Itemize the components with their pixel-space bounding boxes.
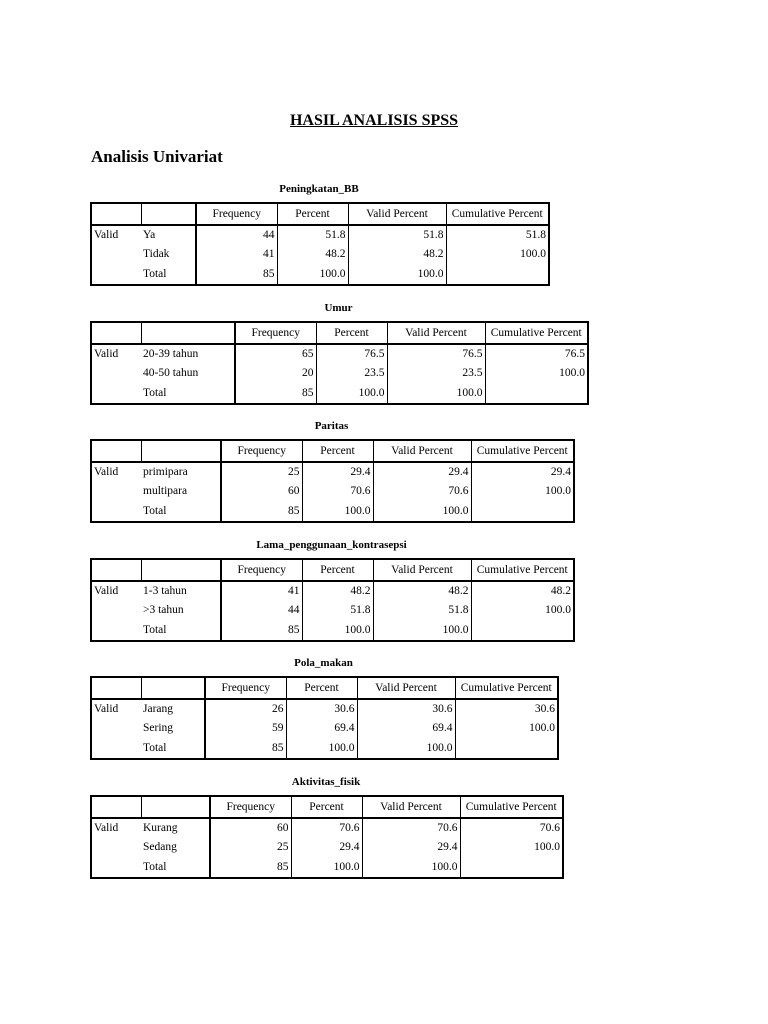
header-empty-cell	[141, 203, 196, 225]
page-title: HASIL ANALISIS SPSS	[289, 112, 459, 129]
cell-valid-percent: 48.2	[373, 581, 471, 601]
row-label: multipara	[143, 485, 188, 497]
cell-cumulative-percent	[471, 501, 574, 522]
header-empty-cell	[91, 203, 141, 225]
table-caption: Peningkatan_BB	[279, 183, 359, 195]
cell-cumulative-percent: 100.0	[485, 364, 588, 383]
cell-percent: 51.8	[302, 601, 373, 620]
frequency-table-block	[90, 538, 575, 642]
cell-cumulative-percent: 100.0	[460, 838, 563, 857]
cell-cumulative-percent	[455, 738, 558, 759]
cell-valid-percent: 70.6	[373, 482, 471, 501]
table-row	[91, 245, 549, 264]
column-header: Frequency	[235, 322, 316, 344]
cell-cumulative-percent	[471, 620, 574, 641]
cell-valid-percent: 29.4	[373, 462, 471, 482]
cell-percent: 48.2	[302, 581, 373, 601]
frequency-table	[90, 202, 550, 286]
column-header: Frequency	[196, 203, 277, 225]
cell-frequency: 20	[235, 364, 316, 383]
table-row	[91, 699, 558, 719]
cell-percent: 76.5	[316, 344, 387, 364]
table-row	[91, 462, 574, 482]
table-header-row	[91, 203, 549, 225]
row-label: Total	[141, 620, 221, 641]
cell-frequency: 59	[205, 719, 286, 738]
cell-frequency: 44	[221, 601, 302, 620]
frequency-table-block	[90, 301, 589, 405]
group-label: Valid	[91, 225, 141, 245]
cell-valid-percent: 100.0	[387, 383, 485, 404]
table-row	[91, 482, 574, 501]
cell-percent: 51.8	[277, 225, 348, 245]
cell-valid-percent: 51.8	[348, 225, 446, 245]
cell-frequency: 41	[221, 581, 302, 601]
row-label: 1-3 tahun	[143, 585, 187, 597]
cell-percent: 48.2	[277, 245, 348, 264]
column-header: Frequency	[221, 440, 302, 462]
table-caption: Umur	[324, 302, 353, 314]
row-label: 40-50 tahun	[143, 367, 199, 379]
header-empty-cell	[91, 440, 141, 462]
column-header: Percent	[277, 203, 348, 225]
cell-valid-percent: 48.2	[348, 245, 446, 264]
column-header: Cumulative Percent	[446, 203, 549, 225]
group-label	[91, 601, 141, 620]
header-empty-cell	[141, 796, 210, 818]
row-label: Total	[141, 383, 235, 404]
column-header: Valid Percent	[373, 559, 471, 581]
group-label	[91, 501, 141, 522]
header-empty-cell	[141, 440, 221, 462]
section-heading: Analisis Univariat	[91, 147, 223, 166]
cell-frequency: 60	[210, 818, 291, 838]
column-header: Cumulative Percent	[485, 322, 588, 344]
row-label: Total	[141, 857, 210, 878]
column-header: Valid Percent	[357, 677, 455, 699]
table-row	[91, 501, 574, 522]
table-header-row	[91, 440, 574, 462]
cell-percent: 29.4	[291, 838, 362, 857]
row-label: primipara	[143, 466, 188, 478]
row-label: Total	[141, 501, 221, 522]
group-label	[91, 264, 141, 285]
table-caption: Paritas	[314, 420, 349, 432]
frequency-table	[90, 795, 564, 879]
header-empty-cell	[91, 322, 141, 344]
cell-percent: 30.6	[286, 699, 357, 719]
column-header: Valid Percent	[362, 796, 460, 818]
row-label: Sering	[143, 722, 174, 734]
cell-valid-percent: 23.5	[387, 364, 485, 383]
table-row	[91, 601, 574, 620]
column-header: Percent	[316, 322, 387, 344]
cell-frequency: 85	[210, 857, 291, 878]
cell-frequency: 25	[210, 838, 291, 857]
column-header: Percent	[302, 559, 373, 581]
table-header-row	[91, 796, 563, 818]
cell-cumulative-percent: 29.4	[471, 462, 574, 482]
cell-percent: 69.4	[286, 719, 357, 738]
column-header: Percent	[302, 440, 373, 462]
table-row	[91, 364, 588, 383]
table-caption: Pola_makan	[294, 657, 353, 669]
table-row	[91, 838, 563, 857]
row-label: Total	[141, 738, 205, 759]
column-header: Frequency	[221, 559, 302, 581]
row-label: Jarang	[143, 703, 174, 715]
frequency-table-block	[90, 419, 575, 523]
row-label: Kurang	[143, 822, 178, 834]
cell-percent: 100.0	[291, 857, 362, 878]
cell-frequency: 85	[205, 738, 286, 759]
group-label	[91, 482, 141, 501]
cell-cumulative-percent	[460, 857, 563, 878]
header-empty-cell	[141, 677, 205, 699]
table-row	[91, 225, 549, 245]
header-empty-cell	[91, 559, 141, 581]
column-header: Percent	[286, 677, 357, 699]
column-header: Percent	[291, 796, 362, 818]
header-empty-cell	[91, 677, 141, 699]
column-header: Frequency	[210, 796, 291, 818]
group-label	[91, 364, 141, 383]
group-label: Valid	[91, 344, 141, 364]
table-row	[91, 818, 563, 838]
table-header-row	[91, 322, 588, 344]
cell-frequency: 25	[221, 462, 302, 482]
cell-percent: 70.6	[302, 482, 373, 501]
cell-valid-percent: 70.6	[362, 818, 460, 838]
column-header: Valid Percent	[373, 440, 471, 462]
cell-valid-percent: 100.0	[362, 857, 460, 878]
cell-frequency: 60	[221, 482, 302, 501]
cell-percent: 100.0	[302, 501, 373, 522]
column-header: Valid Percent	[387, 322, 485, 344]
table-header-row	[91, 677, 558, 699]
table-header-row	[91, 559, 574, 581]
cell-cumulative-percent: 76.5	[485, 344, 588, 364]
cell-cumulative-percent: 100.0	[446, 245, 549, 264]
group-label	[91, 620, 141, 641]
cell-cumulative-percent	[446, 264, 549, 285]
cell-frequency: 26	[205, 699, 286, 719]
group-label	[91, 738, 141, 759]
table-row	[91, 581, 574, 601]
row-label: Tidak	[143, 248, 170, 260]
row-label: 20-39 tahun	[143, 348, 199, 360]
column-header: Cumulative Percent	[471, 559, 574, 581]
group-label	[91, 245, 141, 264]
group-label: Valid	[91, 581, 141, 601]
cell-percent: 23.5	[316, 364, 387, 383]
group-label	[91, 719, 141, 738]
column-header: Frequency	[205, 677, 286, 699]
table-caption: Aktivitas_fisik	[291, 776, 361, 788]
cell-valid-percent: 51.8	[373, 601, 471, 620]
table-row	[91, 383, 588, 404]
cell-frequency: 85	[235, 383, 316, 404]
frequency-table-block	[90, 775, 564, 879]
cell-valid-percent: 69.4	[357, 719, 455, 738]
cell-valid-percent: 76.5	[387, 344, 485, 364]
cell-frequency: 65	[235, 344, 316, 364]
column-header: Cumulative Percent	[455, 677, 558, 699]
group-label: Valid	[91, 462, 141, 482]
column-header: Valid Percent	[348, 203, 446, 225]
frequency-table	[90, 558, 575, 642]
table-row	[91, 719, 558, 738]
table-caption: Lama_penggunaan_kontrasepsi	[256, 539, 407, 551]
cell-cumulative-percent: 100.0	[455, 719, 558, 738]
cell-frequency: 85	[221, 501, 302, 522]
frequency-table-block	[90, 182, 550, 286]
table-row	[91, 264, 549, 285]
cell-cumulative-percent: 70.6	[460, 818, 563, 838]
cell-frequency: 85	[196, 264, 277, 285]
cell-frequency: 85	[221, 620, 302, 641]
group-label	[91, 383, 141, 404]
cell-percent: 100.0	[277, 264, 348, 285]
header-empty-cell	[91, 796, 141, 818]
cell-valid-percent: 100.0	[348, 264, 446, 285]
frequency-table	[90, 676, 559, 760]
cell-cumulative-percent: 100.0	[471, 482, 574, 501]
column-header: Cumulative Percent	[460, 796, 563, 818]
table-row	[91, 857, 563, 878]
cell-percent: 100.0	[316, 383, 387, 404]
group-label	[91, 857, 141, 878]
cell-valid-percent: 100.0	[373, 620, 471, 641]
row-label: Total	[141, 264, 196, 285]
frequency-table	[90, 321, 589, 405]
frequency-table-block	[90, 656, 559, 760]
group-label	[91, 838, 141, 857]
cell-frequency: 44	[196, 225, 277, 245]
frequency-table	[90, 439, 575, 523]
row-label: Sedang	[143, 841, 177, 853]
cell-frequency: 41	[196, 245, 277, 264]
column-header: Cumulative Percent	[471, 440, 574, 462]
cell-valid-percent: 100.0	[357, 738, 455, 759]
cell-percent: 70.6	[291, 818, 362, 838]
table-row	[91, 344, 588, 364]
cell-cumulative-percent: 48.2	[471, 581, 574, 601]
group-label: Valid	[91, 699, 141, 719]
cell-percent: 100.0	[302, 620, 373, 641]
group-label: Valid	[91, 818, 141, 838]
cell-cumulative-percent: 100.0	[471, 601, 574, 620]
cell-cumulative-percent	[485, 383, 588, 404]
cell-cumulative-percent: 30.6	[455, 699, 558, 719]
table-row	[91, 738, 558, 759]
header-empty-cell	[141, 559, 221, 581]
cell-valid-percent: 29.4	[362, 838, 460, 857]
table-row	[91, 620, 574, 641]
cell-percent: 100.0	[286, 738, 357, 759]
header-empty-cell	[141, 322, 235, 344]
cell-cumulative-percent: 51.8	[446, 225, 549, 245]
row-label: >3 tahun	[143, 604, 184, 616]
cell-valid-percent: 100.0	[373, 501, 471, 522]
cell-valid-percent: 30.6	[357, 699, 455, 719]
row-label: Ya	[143, 229, 156, 241]
cell-percent: 29.4	[302, 462, 373, 482]
